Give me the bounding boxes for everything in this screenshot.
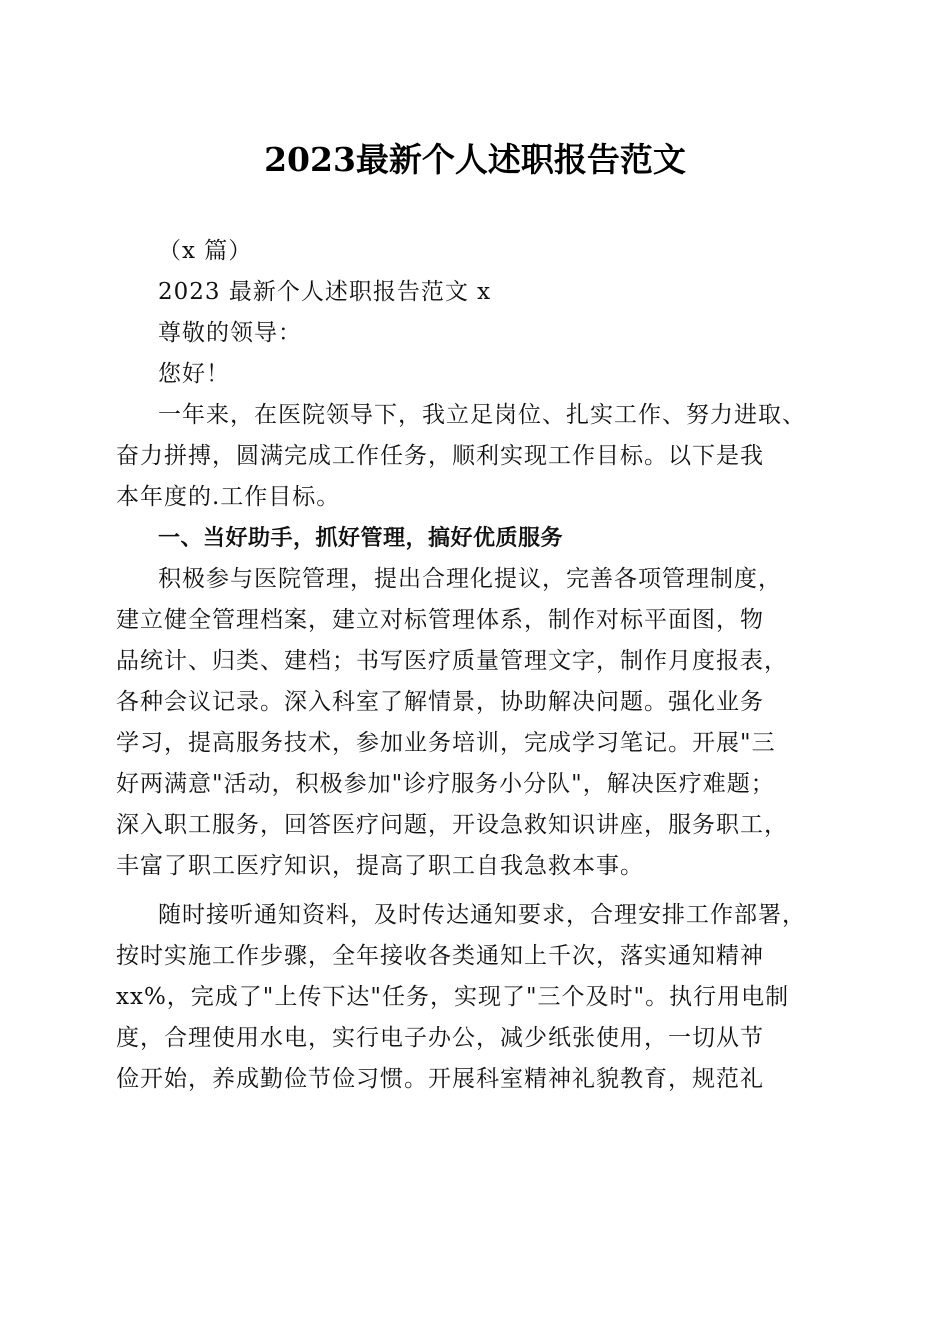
section-heading: 一、当好助手，抓好管理，搞好优质服务 — [158, 526, 564, 551]
salutation: 尊敬的领导： — [158, 320, 302, 346]
paragraph-line: 度，合理使用水电，实行电子办公，减少纸张使用，一切从节 — [116, 1025, 764, 1051]
paragraph-line: xx%，完成了"上传下达"任务，实现了"三个及时"。执行用电制 — [116, 984, 790, 1010]
paragraph-line: 按时实施工作步骤，全年接收各类通知上千次，落实通知精神 — [116, 943, 764, 969]
paragraph-line: 丰富了职工医疗知识，提高了职工自我急救本事。 — [116, 853, 644, 879]
paragraph-line: 深入职工服务，回答医疗问题，开设急救知识讲座，服务职工， — [116, 812, 788, 838]
paragraph-line: 奋力拼搏，圆满完成工作任务，顺利实现工作目标。以下是我 — [116, 443, 764, 469]
paragraph-gap — [116, 887, 836, 895]
subtitle: （x 篇） — [158, 238, 253, 264]
doc-name: 2023 最新个人述职报告范文 x — [158, 279, 492, 305]
paragraph-line: 本年度的.工作目标。 — [116, 484, 341, 510]
paragraph-2 — [116, 895, 836, 1100]
paragraph-line: 一年来，在医院领导下，我立足岗位、扎实工作、努力进取、 — [158, 402, 806, 428]
paragraph-1 — [116, 559, 836, 887]
paragraph-line: 各种会议记录。深入科室了解情景，协助解决问题。强化业务 — [116, 689, 764, 715]
paragraph-line: 俭开始，养成勤俭节俭习惯。开展科室精神礼貌教育，规范礼 — [116, 1066, 764, 1092]
document-title: 2023最新个人述职报告范文 — [264, 140, 686, 179]
intro-paragraph — [116, 395, 836, 518]
paragraph-line: 好两满意"活动，积极参加"诊疗服务小分队"，解决医疗难题； — [116, 771, 775, 797]
paragraph-line: 随时接听通知资料，及时传达通知要求，合理安排工作部署， — [158, 902, 806, 928]
paragraph-line: 学习，提高服务技术，参加业务培训，完成学习笔记。开展"三 — [116, 730, 776, 756]
paragraph-line: 建立健全管理档案，建立对标管理体系，制作对标平面图，物 — [116, 607, 764, 633]
greeting: 您好！ — [158, 361, 230, 387]
document-body — [116, 231, 836, 1100]
paragraph-line: 积极参与医院管理，提出合理化提议，完善各项管理制度， — [158, 566, 782, 592]
paragraph-line: 品统计、归类、建档；书写医疗质量管理文字，制作月度报表， — [116, 648, 788, 674]
